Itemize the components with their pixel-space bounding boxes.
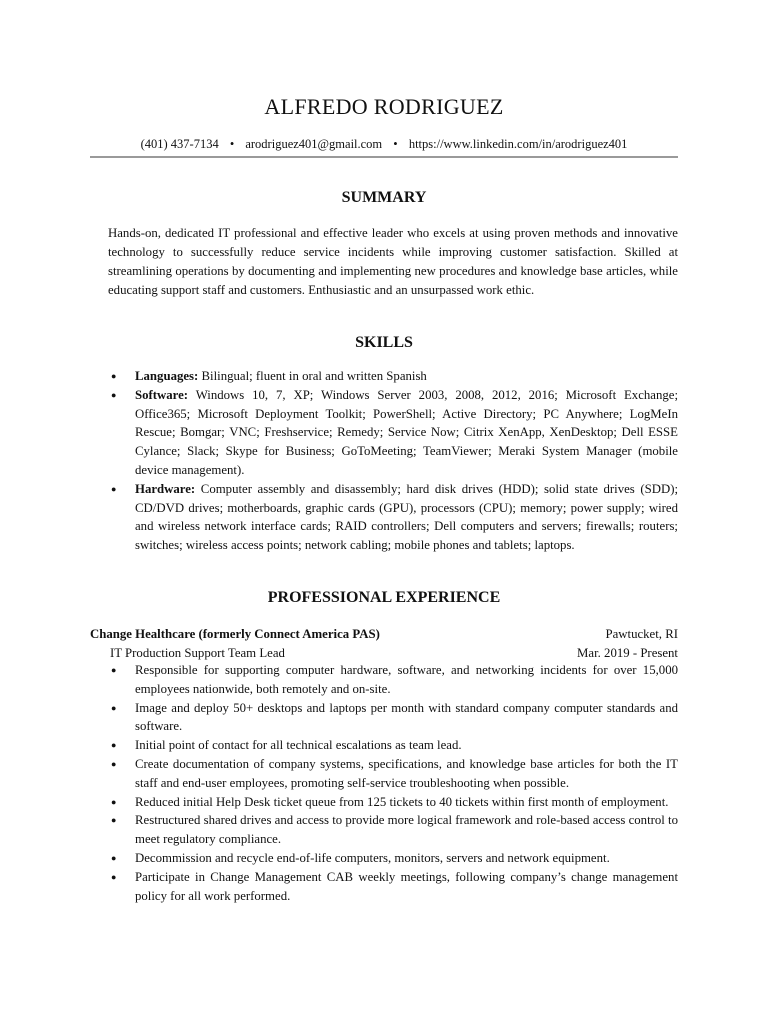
job-location: Pawtucket, RI [605,627,678,641]
job-bullets [108,661,678,905]
experience-heading: PROFESSIONAL EXPERIENCE [267,589,501,606]
list-item: ● Responsible for supporting computer hardware, software, and networking incidents for over 15,000 employees nationwide, both remotely and on-site. [108,661,678,699]
separator-dot: • [229,137,235,151]
list-item: ● Reduced initial Help Desk ticket queue from 125 tickets to 40 tickets within first month of employment. [108,793,678,812]
list-item: ● Restructured shared drives and access to provide more logical framework and role-based access control to meet regulatory compliance. [108,811,678,849]
skill-label: Languages: [135,369,199,383]
list-item: ● Create documentation of company systems, specifications, and knowledge base articles for both the IT staff and end-user employees, promoting self-service troubleshooting when possible. [108,755,678,793]
job-title: IT Production Support Team Lead [110,646,285,660]
job-entry [90,625,678,663]
header-divider [90,156,678,158]
list-item: ● Participate in Change Management CAB weekly meetings, following company’s change management policy for all work performed. [108,868,678,906]
job-company: Change Healthcare (formerly Connect America PAS) [90,627,380,641]
skills-heading: SKILLS [355,334,413,351]
job-dates: Mar. 2019 - Present [577,646,678,660]
skill-label: Hardware: [135,481,196,496]
summary-text: Hands-on, dedicated IT professional and effective leader who excels at using proven methods and innovative technology to successfully reduce service incidents while improving customer satisfaction. Skilled at streamlining operations by documenting and implementing new procedures and knowledge base articles, while educating support staff and customers. Enthusiastic and an unsurpassed work ethic. [108,226,678,297]
skills-list [108,367,678,555]
list-item: ● Image and deploy 50+ desktops and laptops per month with standard company computer standards and software. [108,699,678,737]
phone-number: (401) 437-7134 [140,137,219,151]
separator-dot: • [393,137,398,151]
summary-heading: SUMMARY [341,189,427,206]
skill-text: Computer assembly and disassembly; hard disk drives (HDD); solid state drives (SDD); CD/DVD drives; motherboards, graphic cards (GPU), processors (CPU); memory; power supply; wired and wireless network interface cards; RAID controllers; Dell computers and servers; firewalls; routers; switches; wireless access points; network cabling; mobile phones and tablets; laptops. [135,481,679,553]
list-item: ● Initial point of contact for all technical escalations as team lead. [108,736,678,755]
skill-item-hardware [108,480,678,555]
contact-line [0,137,768,152]
skill-item-languages [108,367,678,386]
skill-text: Bilingual; fluent in oral and written Spanish [201,369,427,383]
list-item: ● Decommission and recycle end-of-life computers, monitors, servers and network equipment. [108,849,678,868]
email-address[interactable]: arodriguez401@gmail.com [245,137,383,151]
skill-label: Software: [135,387,189,402]
linkedin-link[interactable]: https://www.linkedin.com/in/arodriguez401 [408,137,628,151]
skill-item-software [108,386,678,480]
candidate-name: ALFREDO RODRIGUEZ [264,94,504,119]
skill-text: Windows 10, 7, XP; Windows Server 2003, 2008, 2012, 2016; Microsoft Exchange; Office365; Microsoft Deployment Toolkit; PowerShell; Active Directory; PC Anywhere; LogMeIn Rescue; Bomgar; VNC; Freshservice; Remedy; Service Now; Citrix XenApp, XenDesktop; Dell ESSE Cylance; Slack; Skype for Business; GoToMeeting; TeamViewer; Meraki System Manager (mobile device management). [135,387,678,477]
